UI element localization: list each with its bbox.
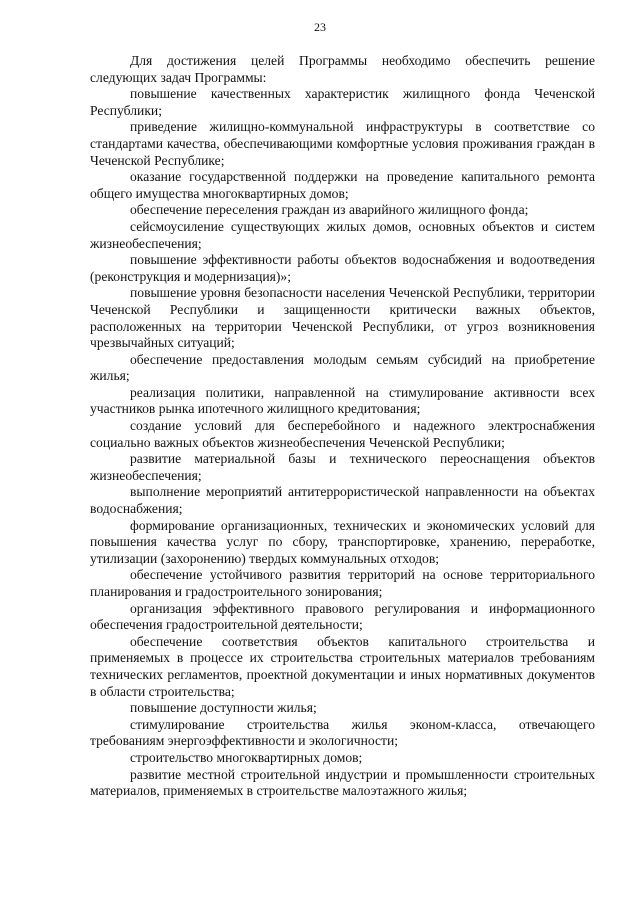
task-paragraph: повышение качественных характеристик жилищного фонда Чеченской Республики; [90, 86, 595, 118]
task-paragraph: повышение эффективности работы объектов водоснабжения и водоотведения (реконструкция и модернизация)»; [90, 252, 595, 284]
task-paragraph: выполнение мероприятий антитеррористической направленности на объектах водоснабжения; [90, 484, 595, 517]
task-paragraph: обеспечение устойчивого развития территорий на основе территориального планирования и градостроительного зонирования; [90, 567, 595, 599]
intro-paragraph: Для достижения целей Программы необходимо обеспечить решение следующих задач Программы: [90, 53, 595, 85]
task-paragraph: реализация политики, направленной на стимулирование активности всех участников рынка ипотечного жилищного кредитования; [90, 384, 595, 417]
task-paragraph: обеспечение соответствия объектов капитального строительства и применяемых в процессе их строительства строительных материалов требованиям технических регламентов, проектной документации и иных нормативных документов в области строительства; [90, 633, 595, 699]
task-paragraph: организация эффективного правового регулирования и информационного обеспечения градостроительной деятельности; [90, 600, 595, 633]
task-paragraph: обеспечение переселения граждан из аварийного жилищного фонда; [130, 202, 529, 218]
task-paragraph: обеспечение предоставления молодым семьям субсидий на приобретение жилья; [90, 351, 595, 384]
document-body [90, 53, 595, 800]
task-paragraph: оказание государственной поддержки на проведение капитального ремонта общего имущества многоквартирных домов; [90, 169, 595, 201]
task-paragraph: развитие материальной базы и технического переоснащения объектов жизнеобеспечения; [90, 451, 595, 483]
task-paragraph: формирование организационных, технических и экономических условий для повышения качества услуг по сбору, транспортировке, хранению, переработке, утилизации (захоронению) твердых коммунальных отходов; [90, 517, 595, 566]
task-paragraph: приведение жилищно-коммунальной инфраструктуры в соответствие со стандартами качества, обеспечивающими комфортные условия проживания граждан в Чеченской Республике; [90, 119, 595, 168]
task-paragraph: строительство многоквартирных домов; [130, 749, 363, 765]
page-number: 23 [314, 20, 326, 34]
task-paragraph: развитие местной строительной индустрии и промышленности строительных материалов, применяемых в строительстве малоэтажного жилья; [90, 766, 595, 799]
task-paragraph: повышение доступности жилья; [130, 700, 317, 716]
task-paragraph: повышение уровня безопасности населения Чеченской Республики, территории Чеченской Республики и защищенности критически важных объектов, расположенных на территории Чеченской Республики, от угроз возникновения чрезвычайных ситуаций; [90, 285, 595, 351]
task-paragraph: сейсмоусиление существующих жилых домов, основных объектов и систем жизнеобеспечения; [90, 218, 595, 251]
task-paragraph: стимулирование строительства жилья эконом-класса, отвечающего требованиям энергоэффективности и экологичности; [90, 716, 595, 749]
task-paragraph: создание условий для бесперебойного и надежного электроснабжения социально важных объектов жизнеобеспечения Чеченской Республики; [90, 418, 595, 450]
